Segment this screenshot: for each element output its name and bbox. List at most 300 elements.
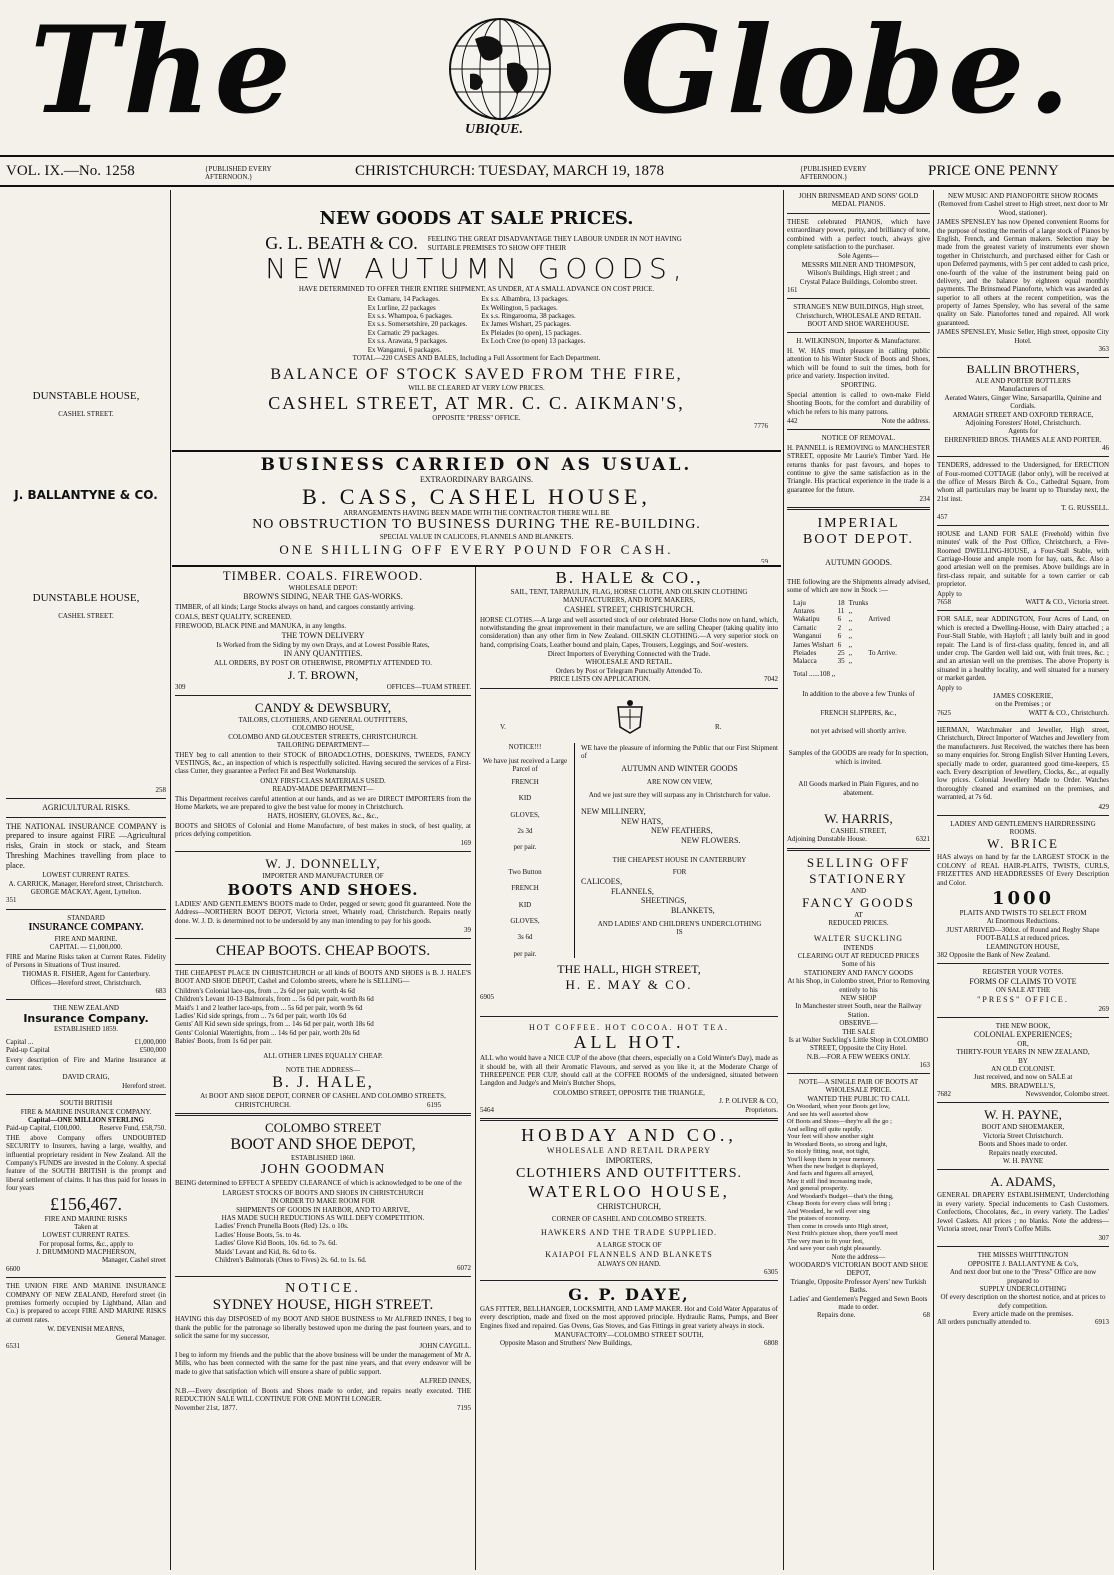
- hale-price: PRICE LISTS ON APPLICATION.: [550, 675, 651, 684]
- cass-name: B. CASS, CASHEL HOUSE,: [302, 483, 651, 509]
- ballin-ale: ALE AND PORTER BOTTLERS: [975, 377, 1071, 386]
- ad-number: 7195: [457, 1404, 471, 1413]
- brinsmead-title: JOHN BRINSMEAD AND SONS' GOLD MEDAL PIANOS.: [798, 192, 919, 209]
- candy-house: COLOMBO HOUSE,: [292, 724, 354, 733]
- ad-number: 169: [460, 839, 471, 848]
- candy-title: CANDY & DEWSBURY,: [254, 699, 392, 715]
- candy-r-body: This Department receives careful attention at our hands, and as we are DIRECT IMPORTERS from the Home Markets, we are prepared to give the best value for money in Christchurch.: [175, 794, 471, 811]
- ballin-aer: Aerated Waters, Ginger Wine, Sarsaparilla, Quinine and Cordials.: [944, 393, 1102, 411]
- whit-opp: OPPOSITE J. BALLANTYNE & Co's,: [967, 1259, 1079, 1268]
- sydney-title: SYDNEY HOUSE, HIGH STREET.: [212, 1297, 434, 1314]
- cheap-boots-city: CHRISTCHURCH.: [235, 1100, 291, 1109]
- brice-just: JUST ARRIVED—30doz. of Round and Regby Shape FOOT-BALLS at reduced prices.: [946, 925, 1100, 943]
- brice-1000: 1000: [991, 887, 1055, 909]
- daye-title: G. P. DAYE,: [568, 1284, 690, 1304]
- std-fisher: THOMAS R. FISHER, Agent for Canterbury.: [21, 970, 151, 979]
- sydney-notice: NOTICE.: [285, 1281, 361, 1297]
- spensley-body: JAMES SPENSLEY has now Opened convenient Rooms for the purpose of testing the merits of a large stock of Pianos by English, French, and German makers. Selection may be made from the greatest variety of instruments ever shown together in Christchurch, and purchased either for Cash or upon Deferred payments, with 5 per cent added to cash price, one-fourth of the value of the instrument being paid on delivery, and the balance by eighteen equal monthly payments. The Brinsmead Pianoforte, which was awarded as superior to all others at the recent competition, was the property of James Spensley, who has several of the same quality on Sale. Pianofortes tuned and repaired. All work guaranteed.: [937, 218, 1109, 327]
- nz-hereford: Hereford street.: [122, 1081, 166, 1090]
- harris-name: W. HARRIS,: [824, 810, 893, 826]
- column-2: [175, 568, 471, 1570]
- tenders-body: TENDERS, addressed to the Undersigned, for ERECTION of Four-roomed COTTAGE (labor only), will be received at the office of Messrs Birch & Co., Cathedral Square, from whom all particulars may be learnt up to Thursday next, the 21st inst.: [937, 461, 1109, 503]
- candy-t-body: THEY beg to call attention to their STOCK of BROADCLOTHS, DOESKINS, TWEEDS, FANCY VESTINGS, &c., an inspection of which is respectfully solicited. Having secured the services of a First-class Cutter, they guarantee a Perfect Fit and Best Workmanship.: [175, 750, 471, 776]
- brice-body: HAS always on hand by far the LARGEST STOCK in the COLONY of REAL HAIR-PLAITS, TWISTS, CURLS, FRIZETTES AND HEADDRESSES Of Every Description and Color.: [937, 853, 1109, 887]
- hale-orders: Orders by Post or Telegram Punctually Attended To.: [555, 666, 703, 675]
- may-name: H. E. MAY & CO.: [565, 977, 693, 993]
- woodard-name: WOODARD'S VICTORIAN BOOT AND SHOE DEPOT,: [789, 1261, 928, 1278]
- daye-body: GAS FITTER, BELLHANGER, LOCKSMITH, AND LAMP MAKER. Hot and Cold Water Apparatus of every description, made and fixed on the most approved principle. Hydraulic Rams, Pumps, and Beer Engines fixed and repaired. Gas Ovens, Gas Stoves, and Gas Fittings in great variety always in stock.: [480, 1304, 778, 1330]
- hair-title: LADIES' AND GENTLEMEN'S HAIRDRESSING ROOMS.: [950, 819, 1096, 836]
- union-mearns: W. DEVENISH MEARNS,: [47, 1325, 125, 1334]
- sb-manager: Manager, Cashel street: [101, 1256, 166, 1265]
- candy-only: ONLY FIRST-CLASS MATERIALS USED.: [260, 776, 386, 785]
- ad-number: 307: [1098, 1234, 1109, 1243]
- ballin-agents: Agents for: [1008, 427, 1038, 436]
- cheap-boots-addr: At BOOT AND SHOE DEPOT, CORNER OF CASHEL AND COLOMBO STREETS,: [200, 1092, 446, 1101]
- cheap-boots-note: NOTE THE ADDRESS—: [285, 1065, 361, 1074]
- daye-man: MANUFACTORY—COLOMBO STREET SOUTH,: [554, 1331, 704, 1340]
- std-1: STANDARD: [67, 913, 105, 922]
- sb-paid: Paid-up Capital, £100,000.: [6, 1124, 82, 1133]
- brice-plaits: PLAITS AND TWISTS TO SELECT FROM: [959, 908, 1087, 917]
- candy-sub: TAILORS, CLOTHIERS, AND GENERAL OUTFITTERS,: [238, 715, 408, 724]
- goodman-title: BOOT AND SHOE DEPOT,: [230, 1136, 416, 1154]
- ad-number: 39: [464, 926, 471, 935]
- hobday-large: A LARGE STOCK OF: [596, 1241, 662, 1250]
- woodard-note: Note the address—: [831, 1252, 886, 1261]
- rule-3: [783, 190, 784, 1570]
- sb-body: THE above Company offers UNDOUBTED SECURITY to Insurers, having a large, wealthy, and influential proprietary resident in New Zealand. All the Company's FUNDS are invested in the Colony. A special feature of the SOUTH BRITISH is the prompt and liberal settlement of claims. It has thus paid for losses in four years: [6, 1133, 166, 1193]
- hobday-kaiapoi: KAIAPOI FLANNELS AND BLANKETS: [545, 1249, 713, 1259]
- sb-proposal: For proposal forms, &c., apply to: [39, 1239, 133, 1248]
- sell-reduced: REDUCED PRICES.: [828, 919, 889, 928]
- cass-special: SPECIAL VALUE IN CALICOES, FLANNELS AND BLANKETS.: [379, 533, 574, 542]
- oliver-title: ALL HOT.: [573, 1032, 685, 1053]
- ad-number: 6072: [457, 1264, 471, 1273]
- spensley-name: JAMES SPENSLEY, Music Seller, High street, opposite City Hotel.: [937, 328, 1109, 345]
- ad-number: 6600: [6, 1264, 20, 1273]
- addington-watt: WATT & CO., Christchurch.: [1028, 708, 1109, 717]
- hobday-title: HOBDAY AND CO.,: [521, 1125, 737, 1145]
- goodman-order: IN ORDER TO MAKE ROOM FOR: [270, 1197, 376, 1206]
- suckling-new-shop: NEW SHOP: [840, 993, 877, 1002]
- suckling-intends: INTENDS: [843, 943, 874, 952]
- nz-cap-val: £1,000,000: [134, 1037, 166, 1046]
- brown-quant: IN ANY QUANTITIES.: [283, 649, 363, 659]
- ad-number: 59: [761, 557, 768, 563]
- woodard-wanted: WANTED THE PUBLIC TO CALL: [807, 1094, 910, 1103]
- sydney-caygill: JOHN CAYGILL.: [419, 1341, 471, 1350]
- addington-apply: Apply to: [937, 683, 962, 692]
- ad-number: 163: [919, 1061, 930, 1070]
- ad-number: 6531: [6, 1341, 20, 1350]
- hale-addr: CASHEL STREET, CHRISTCHURCH.: [564, 604, 694, 614]
- payne-victoria: Victoria Street Christchurch.: [982, 1131, 1064, 1140]
- hobday-always: ALWAYS ON HAND.: [597, 1259, 661, 1268]
- brown-firewood: FIREWOOD, BLACK PINE and MANUKA, in any lengths.: [175, 621, 347, 630]
- house-land-body: HOUSE and LAND FOR SALE (Freehold) within five minutes' walk of the Post Office, Christchurch, a Five-Roomed DWELLING-HOUSE, a Four-Stall Stable, with Carriage-House and ample room for hay, oats, &c. Also a good artesian well on the premises. Above buildings are in first-class repair, and suitable for a town carrier or cab proprietor.: [937, 529, 1109, 589]
- woodard-repairs: Repairs done.: [817, 1311, 856, 1320]
- globe-icon: [445, 14, 555, 124]
- beath-total: TOTAL—220 CASES AND BALES, Including a Full Assortment for Each Department.: [352, 353, 601, 362]
- sb-cap: Capital—ONE MILLION STERLING: [28, 1115, 144, 1124]
- brice-leam: LEAMINGTON HOUSE,: [986, 942, 1060, 951]
- donnelly-sub: IMPORTER AND MANUFACTURER OF: [262, 872, 384, 881]
- brown-offices: OFFICES—TUAM STREET.: [386, 682, 471, 691]
- sell-and: AND: [850, 886, 867, 895]
- masthead-globe: Globe.: [620, 0, 1075, 141]
- agri-body: THE NATIONAL INSURANCE COMPANY is prepared to insure against FIRE —Agricultural risks, Grain in stock or stack, and Steam Threshing Machines travelling from place to place.: [6, 821, 166, 870]
- ad-number: 6305: [764, 1267, 778, 1276]
- book-or: OR,: [1017, 1039, 1029, 1048]
- rule-2: [475, 565, 476, 1570]
- oliver-body: ALL who would have a NICE CUP of the above (that cheers, especially on a Cold Winter's Day), made as it should be, with all their Aromatic Flavours, and served as you like it, at the Moderate Charge of THREEPENCE PER CUP, should call at the COFFEE ROOMS of the undersigned, situated between Langdon and Judge's and Mein's Butcher Shops,: [480, 1054, 778, 1088]
- brown-timber: TIMBER, of all kinds; Large Stocks always on hand, and cargoes constantly arriving.: [175, 603, 415, 612]
- sell-2: STATIONERY: [809, 870, 908, 886]
- cass-banner: BUSINESS CARRIED ON AS USUAL.: [260, 455, 693, 475]
- brinsmead-wilson: Wilson's Buildings, High street ; and: [807, 269, 910, 278]
- std-2: INSURANCE COMPANY.: [28, 922, 144, 934]
- ad-number: 68: [923, 1311, 930, 1320]
- beath-determined: HAVE DETERMINED TO OFFER THEIR ENTIRE SHIPMENT, AS UNDER, AT A SMALL ADVANCE ON COST PRICE.: [298, 284, 655, 293]
- beath-feeling: FEELING THE GREAT DISADVANTAGE THEY LABOUR UNDER IN NOT HAVING SUITABLE PREMISES TO SHOW OFF THEIR: [427, 235, 682, 252]
- woodard-poem: On Woodard, when your Boots get low, And see his well assorted show Of Boots and Shoes—they're all the go ; And selling off quite rapidly. Your feet will show another sight In Woodard Boots, so strong and light, So nicely fitting, neat, not tight, You'll keep them in your memory. When the new budget is displayed, And facts and figures all arrayed, May it still find increasing trade, And general prosperity. And Woodard's Budget—that's the thing, Cheap Boots for every class will bring ; And Woodard, he will ever sing The praises of economy. Then come in crowds unto High street, Next Frith's picture shop, there you'll meet The very man to fit your feet, And save your cash right pleasantly.: [787, 1103, 898, 1253]
- book-by: BY: [1018, 1056, 1028, 1065]
- payne-name: W. H. PAYNE,: [984, 1107, 1062, 1123]
- suckling-observe: OBSERVE—: [839, 1019, 878, 1028]
- beath-ad: [175, 192, 778, 447]
- rule-4: [933, 190, 934, 1570]
- whit-article: Every article made on the premises.: [972, 1310, 1074, 1319]
- brinsmead-crystal: Crystal Palace Buildings, Colombo street.: [799, 277, 918, 286]
- beath-balance: BALANCE OF STOCK SAVED FROM THE FIRE,: [270, 366, 683, 384]
- ad-number: 6321: [916, 835, 930, 844]
- hobday-corner: CORNER OF CASHEL AND COLOMBO STREETS.: [551, 1215, 707, 1224]
- union-body: THE UNION FIRE AND MARINE INSURANCE COMPANY OF NEW ZEALAND, Hereford street (in premises formerly occupied by Lightband, Allan and Co.) is prepared to accept FIRE AND MARINE RISKS at current rates.: [6, 1282, 166, 1324]
- nz-1: THE NEW ZEALAND: [53, 1004, 119, 1013]
- suckling-nb: N.B.—FOR A FEW WEEKS ONLY.: [806, 1052, 911, 1061]
- hw-body: H. W. HAS much pleasure in calling public attention to his Winter Stock of Boots and Shoes, which will be found to suit the times, both for price and variety. Inspection invited.: [787, 346, 930, 381]
- candy-addr: COLOMBO AND GLOUCESTER STREETS, CHRISTCHURCH.: [228, 732, 418, 741]
- nz-2: Insurance Company.: [23, 1012, 149, 1026]
- sydney-date: November 21st, 1877.: [175, 1404, 238, 1413]
- may-r: R.: [715, 722, 722, 731]
- book-newsv: Newsvendor, Colombo street.: [1025, 1090, 1109, 1099]
- suckling-manch: In Manchester street South, near the Railway Station.: [795, 1002, 922, 1019]
- sb-1: SOUTH BRITISH: [59, 1099, 113, 1108]
- suckling-loc: Is at Walter Suckling's Little Shop in COLOMBO STREET, Opposite the City Hotel.: [788, 1035, 929, 1053]
- sport-body: Special attention is called to own-make Field Shooting Boots, for the comfort and durability of which he refers to his many patrons.: [787, 390, 930, 416]
- payne-boot: BOOT AND SHOEMAKER,: [981, 1123, 1065, 1132]
- sb-rates: LOWEST CURRENT RATES.: [42, 1231, 130, 1240]
- beath-ships-right: Ex s.s. Alhambra, 13 packages. Ex Wellington, 5 packages. Ex s.s. Ringarooma, 38 packages. Ex James Wishart, 25 packages. Ex Pleiades (to open), 15 packages. Ex Loch Cree (to open) 13 packages.: [481, 295, 586, 346]
- masthead: [0, 0, 1114, 152]
- ad-number: 351: [6, 896, 17, 905]
- pannell-body: H. PANNELL is REMOVING to MANCHESTER STREET, opposite Mr Laurie's Timber Yard. He returns thanks for past favours, and hopes to continue to give the same satisfaction as in the Triangle. His practical experience in the trade is a guarantee for the future.: [787, 443, 930, 494]
- ad-number: 6905: [480, 993, 494, 1002]
- imperial-shipments: Laju 18 Trunks Antares 11 ,, Wakatipu 6 ,, Arrived Carnatic 2 ,, Wanganui 6 ,, James Wishart 6 ,, Pleiades 25 ,, To Arrive. Malacca 35 ,,: [793, 598, 897, 666]
- ballantyne: J. BALLANTYNE & CO.: [14, 488, 158, 503]
- nz-craig: DAVID CRAIG,: [62, 1073, 110, 1082]
- sell-at: AT: [854, 911, 863, 920]
- sb-macpherson: J. DRUMMOND MACPHERSON,: [36, 1248, 136, 1257]
- candy-hats: HATS, HOSIERY, GLOVES, &c., &c.,: [267, 812, 379, 821]
- brown-siding: BROWN'S SIDING, NEAR THE GAS-WORKS.: [243, 592, 403, 602]
- beath-cleared: WILL BE CLEARED AT VERY LOW PRICES.: [408, 384, 545, 393]
- masthead-the: The: [30, 0, 295, 141]
- dunstable-house-2: DUNSTABLE HOUSE,: [32, 592, 140, 605]
- column-5: [937, 192, 1109, 1570]
- imperial-samples: Samples of the GOODS are ready for In spection, which is invited.: [788, 749, 929, 766]
- may-v: V.: [500, 722, 506, 731]
- cheap-boots-items: Children's Colonial lace-ups, from ... 2s 6d per pair, worth 4s 6d Children's Levant 10-13 Balmorals, from ... 5s 6d per pair, worth 8s 6d Maid's 1 and 2 leather lace-ups, from ... 5s 6d per pair, worth 9s 6d Ladies' Kid side springs, from ... 7s 6d per pair, worth 10s 6d Gents' All Kid sewn side springs, from ... 14s 6d per pair, worth 18s 6d Gents' Colonial Watertights, from ... 14s 6d per pair, worth 20s 6d Babies' Boots, from 1s 6d per pair.: [175, 986, 374, 1046]
- ad-number: 6195: [427, 1100, 441, 1109]
- published-note-2: {PUBLISHED EVERY AFTERNOON.}: [800, 165, 867, 182]
- brinsmead-milner: MESSRS MILNER AND THOMPSON,: [801, 260, 916, 269]
- union-manager: General Manager.: [115, 1333, 166, 1342]
- cashel-street-1: CASHEL STREET.: [58, 410, 114, 418]
- nz-body: Every description of Fire and Marine Insurance at current rates.: [6, 1055, 166, 1073]
- music-removed: (Removed from Cashel street to High street, next door to Mr Wood, stationer).: [938, 200, 1108, 217]
- sb-risks: FIRE AND MARINE RISKS: [44, 1214, 128, 1223]
- ballin-name: BALLIN BROTHERS,: [966, 362, 1080, 377]
- sb-taken: Taken at: [74, 1222, 98, 1231]
- std-office: Offices—Hereford street, Christchurch.: [30, 978, 142, 987]
- ballin-ehren: EHRENFRIED BROS. THAMES ALE AND PORTER.: [944, 435, 1102, 444]
- hobday-sub: WHOLESALE AND RETAIL DRAPERY: [546, 1146, 712, 1155]
- std-cap: CAPITAL — £1,000,000.: [49, 943, 123, 952]
- sydney-innes: ALFRED INNES,: [419, 1377, 471, 1386]
- brinsmead-agents: Sole Agents—: [838, 252, 879, 261]
- cass-no-obstruction: NO OBSTRUCTION TO BUSINESS DURING THE RE-BUILDING.: [252, 517, 701, 533]
- sporting: SPORTING.: [840, 381, 877, 390]
- ad-number: 7658: [937, 598, 951, 607]
- dunstable-house-1: DUNSTABLE HOUSE,: [32, 390, 140, 402]
- register-press: "PRESS" OFFICE.: [977, 994, 1069, 1004]
- imperial-marked: All Goods marked in Plain Figures, and no abatement.: [798, 780, 919, 797]
- ad-number: 6913: [1095, 1318, 1109, 1327]
- payne-boots: Boots and Shoes made to order.: [978, 1140, 1068, 1149]
- woodard-tri: Triangle, Opposite Professor Ayers' new Turkish Baths.: [790, 1277, 927, 1295]
- royal-arms-icon: [610, 697, 650, 737]
- ad-number: 7776: [754, 422, 768, 431]
- brice-name: W. BRICE: [987, 836, 1059, 852]
- nz-3: ESTABLISHED 1859.: [54, 1025, 118, 1034]
- ad-number: 161: [787, 285, 798, 294]
- goodman-largest: LARGEST STOCKS OF BOOTS AND SHOES IN CHRISTCHURCH: [222, 1188, 424, 1197]
- donnelly-body: LADIES' AND GENTLEMEN'S BOOTS made to Order, pegged or sewn; good fit guaranteed. Note the Address—NORTHERN BOOT DEPOT, Victoria street, Whately road, Christchurch. Repairs neatly done. W. J. D. is determined not to be undersold by any man intending to pay for his goods.: [175, 899, 471, 925]
- ad-number: 5464: [480, 1105, 494, 1114]
- agri-title: AGRICULTURAL RISKS.: [42, 802, 130, 812]
- may-right: WE have the pleasure of informing the Public that our First Shipment of AUTUMN AND WINTER GOODS ARE NOW ON VIEW, And we just sure they will surpass any in Christchurch for value. NEW MILLINERY, NEW HATS, NEW FEATHERS, NEW FLOWERS. THE CHEAPEST HOUSE IN CANTERBURY FOR CALICOES, FLANNELS, SHEETINGS, BLANKETS, AND LADIES' AND CHILDREN'S UNDERCLOTHING IS: [581, 743, 778, 937]
- brown-name: J. T. BROWN,: [287, 667, 359, 682]
- oliver-addr: COLOMBO STREET, OPPOSITE THE TRIANGLE,: [553, 1088, 705, 1097]
- beath-headline: NEW GOODS AT SALE PRICES.: [319, 208, 634, 229]
- nz-cap-label: Capital ...: [6, 1037, 34, 1046]
- harris-street: CASHEL STREET,: [830, 826, 887, 835]
- register-forms: FORMS OF CLAIMS TO VOTE: [969, 976, 1077, 986]
- goodman-items: Ladies' French Prunella Boots (Red) 12s. o 10s. Ladies' House Boots, 5s. to 4s. Ladies' Glove Kid Boots, 10s. 6d. to 7s. 6d. Maids' Levant and Kid, 8s. 6d to 6s. Children's Balmorals (Ones to Fives) 2s. 6d. to 1s. 6d.: [215, 1222, 367, 1264]
- wilkinson-name: H. WILKINSON, Importer & Manufacturer.: [796, 337, 921, 346]
- agri-mackay: GEORGE MACKAY, Agent, Lyttelton.: [30, 888, 142, 897]
- payne-repairs: Repairs neatly executed.: [988, 1148, 1058, 1157]
- dateline: CHRISTCHURCH: TUESDAY, MARCH 19, 1878: [355, 163, 664, 179]
- imperial-yet: not yet advised will shortly arrive.: [810, 726, 907, 735]
- addington-premises: on the Premises ; or: [995, 700, 1051, 709]
- woodard-ladies: Ladies' and Gentlemen's Pegged and Sewn Boots made to order.: [789, 1294, 928, 1311]
- ad-number: 7625: [937, 708, 951, 717]
- ad-number: 234: [919, 495, 930, 504]
- cass-extra: EXTRAORDINARY BARGAINS.: [419, 475, 534, 484]
- hale-ws: WHOLESALE AND RETAIL.: [585, 658, 673, 667]
- hale-sub: SAIL, TENT, TARPAULIN, FLAG, HORSE CLOTH, AND OILSKIN CLOTHING MANUFACTURERS, AND ROPE MAKERS,: [510, 588, 748, 605]
- cheap-boots-title: CHEAP BOOTS. CHEAP BOOTS.: [215, 943, 431, 960]
- removal-title: NOTICE OF REMOVAL.: [821, 434, 896, 443]
- column-4: [787, 192, 930, 1570]
- cheap-boots-body: THE CHEAPEST PLACE IN CHRISTCHURCH or all kinds of BOOTS AND SHOES is B. J. HALE'S BOOT AND SHOE DEPOT, Cashel and Colombo streets, where he is SELLING—: [175, 969, 471, 986]
- imperial-total: Total ......108 ,,: [793, 669, 836, 678]
- addington-coskerie: JAMES COSKERIE,: [993, 691, 1053, 700]
- addington-body: FOR SALE, near ADDINGTON, Four Acres of Land, on which is erected a Dwelling-House, with Dairy attached ; a Four-Stall Stable, with Hayloft ; all lately built and in good repair. The Land is of first-class quality, fenced in, and all under crop. The Garden well laid out, with fruit trees, &c. ; and an artesian well on the premises. The above Property is situated in a healthy locality, and well situated for a nursery or market garden.: [937, 615, 1109, 683]
- imperial-2: BOOT DEPOT.: [803, 532, 914, 548]
- ad-number: 46: [1102, 444, 1109, 453]
- book-thirty: THIRTY-FOUR YEARS IN NEW ZEALAND,: [956, 1048, 1090, 1057]
- published-note: {PUBLISHED EVERY AFTERNOON.}: [205, 165, 272, 182]
- whit-orders: All orders punctually attended to.: [937, 1318, 1031, 1327]
- brown-depot: WHOLESALE DEPOT:: [288, 584, 358, 592]
- payne-name-2: W. H. PAYNE: [1002, 1157, 1044, 1166]
- imperial-addition: In addition to the above a few Trunks of: [802, 690, 915, 699]
- suckling-sale: THE SALE: [842, 1027, 875, 1036]
- tenders-russell: T. G. RUSSELL.: [1061, 504, 1109, 513]
- imperial-3: AUTUMN GOODS.: [825, 558, 892, 568]
- goodman-body: BEING determined to EFFECT A SPEEDY CLEARANCE of which is acknowledged to be one of the: [175, 1179, 462, 1188]
- hobday-house: WATERLOO HOUSE,: [528, 1181, 730, 1201]
- volume-number: VOL. IX.—No. 1258: [6, 163, 135, 179]
- suckling-some: Some of his: [841, 960, 876, 969]
- music-title: NEW MUSIC AND PIANOFORTE SHOW ROOMS: [947, 192, 1099, 200]
- ad-number: 429: [1098, 802, 1109, 811]
- daye-opp: Opposite Mason and Struthers' New Buildings,: [500, 1339, 632, 1348]
- ubique-motto: UBIQUE.: [465, 122, 523, 137]
- goodman-est: ESTABLISHED 1860.: [291, 1154, 355, 1163]
- book-colonial: COLONIAL EXPERIENCES;: [973, 1029, 1073, 1039]
- brice-382: 382 Opposite the Bank of New Zealand.: [937, 950, 1050, 959]
- candy-tailoring: TAILORING DEPARTMENT—: [276, 741, 370, 750]
- beath-cashel: CASHEL STREET, AT MR. C. C. AIKMAN'S,: [268, 392, 685, 413]
- std-3: FIRE AND MARINE.: [54, 934, 118, 943]
- date-bar: [0, 155, 1114, 187]
- wilkinson-title: STRANGE'S NEW BUILDINGS, High street, Christchurch, WHOLESALE AND RETAIL BOOT AND SHOE WAREHOUSE.: [793, 303, 924, 329]
- brown-worked: Is Worked from the Siding by my own Drays, and at Lowest Possible Rates,: [216, 641, 430, 650]
- suckling-stat: STATIONERY AND FANCY GOODS: [803, 968, 914, 977]
- cass-ad: [175, 453, 778, 563]
- sydney-body: HAVING this day DISPOSED of my BOOT AND SHOE BUSINESS to Mr ALFRED INNES, I beg to thank the public for the patronage so liberally bestowed upon me during the past fourteen years, and to solicit the same for my successor,: [175, 1315, 471, 1341]
- brinsmead-body: THESE celebrated PIANOS, which have extraordinary power, purity, and brilliancy of tone, combined with a perfect touch, always give complete satisfaction to the purchaser.: [787, 217, 930, 251]
- ballin-mfr: Manufacturers of: [998, 385, 1048, 394]
- hobday-imp: IMPORTERS,: [605, 1155, 653, 1165]
- ad-number: 457: [937, 512, 948, 521]
- brown-orders: ALL ORDERS, BY POST OR OTHERWISE, PROMPTLY ATTENDED TO.: [213, 659, 433, 668]
- oliver-name: J. P. OLIVER & CO,: [719, 1097, 778, 1106]
- cheap-boots-all: ALL OTHER LINES EQUALLY CHEAP.: [263, 1051, 383, 1060]
- ad-number: 6808: [764, 1339, 778, 1348]
- sydney-body-2: I beg to inform my friends and the public that the above business will be under the management of Mr A. Mills, who has been connected with the same for the past nine years, and that every endeavor will be made to give that satisfaction which will ensure a share of public support.: [175, 1350, 471, 1376]
- hale-body: HORSE CLOTHS.—A large and well assorted stock of our celebrated Horse Cloths now on hand, which, notwithstanding the great improvement in their manufacture, we are selling Cheaper (taking quality into consideration) than any other firm in New Zealand. OILSKIN CLOTHING.—A very superior stock on hand, comprising Coats, Leather bound and plain, Capes, Trousers, Leggings, and Sou'-westers.: [480, 615, 778, 649]
- candy-ready: READY-MADE DEPARTMENT—: [272, 785, 374, 794]
- hobday-hawk: HAWKERS AND THE TRADE SUPPLIED.: [540, 1227, 718, 1237]
- brown-title: TIMBER. COALS. FIREWOOD.: [222, 568, 424, 583]
- suckling-body: At his Shop, in Colombo street, Prior to Removing entirely to his: [787, 977, 930, 994]
- column-1: [6, 190, 166, 1570]
- ad-number: 7682: [937, 1090, 951, 1099]
- whit-body: And next door but one to the "Press" Office are now prepared to: [949, 1268, 1097, 1285]
- adams-name: A. ADAMS,: [990, 1174, 1056, 1190]
- rule-1: [170, 190, 171, 1570]
- may-hall: THE HALL, HIGH STREET,: [557, 962, 701, 977]
- beath-ships-left: Ex Oamaru, 14 Packages. Ex Lurline, 22 packages Ex s.s. Whampoa, 6 packages. Ex s.s. Somersetshire, 20 packages. Ex Carnatic 29 packages. Ex s.s. Arawata, 9 packages. Ex Wanganui, 6 packages.: [367, 295, 468, 354]
- agri-carrick: A. CARRICK, Manager, Hereford street, Christchurch.: [8, 879, 164, 888]
- whit-supply: SUPPLY UNDERCLOTHING: [979, 1284, 1067, 1293]
- hale-title: B. HALE & CO.,: [555, 568, 703, 587]
- hale-direct: Direct Importers of Everything Connected with the Trade.: [547, 650, 711, 659]
- agri-rates: LOWEST CURRENT RATES.: [42, 871, 130, 880]
- donnelly-title: BOOTS AND SHOES.: [227, 880, 419, 899]
- goodman-colombo: COLOMBO STREET: [265, 1120, 381, 1136]
- ad-number: 269: [1098, 1004, 1109, 1013]
- goodman-name: JOHN GOODMAN: [260, 1162, 386, 1178]
- cass-arr: ARRANGEMENTS HAVING BEEN MADE WITH THE CONTRACTOR THERE WILL BE: [343, 508, 610, 517]
- cass-shilling: ONE SHILLING OFF EVERY POUND FOR CASH.: [279, 541, 674, 557]
- book-justrec: Just received, and now on SALE at: [973, 1073, 1073, 1082]
- beath-firm: G. L. BEATH & CO.: [265, 233, 418, 253]
- ad-number: 442: [787, 416, 798, 425]
- herman-body: HERMAN, Watchmaker and Jeweller, High street, Christchurch, Direct Importer of Watches and Jewellery from the manufacturers. Just Received, the watches there has been so many enquiries for. Strong English Silver Hunting Levers, specially made to order, guaranteed good time-keepers, £5 each. Every description of Jewellery, Clocks, &c., at equally low prices. Colonial Jewellery Made to Order. Watches thoroughly cleaned and examined on the premises, and warranted, at 7s 6d.: [937, 726, 1109, 802]
- ad-number: 363: [1098, 345, 1109, 354]
- harris-adj: Adjoining Dunstable House.: [787, 835, 867, 844]
- house-watt: WATT & CO., Victoria street.: [1025, 598, 1109, 607]
- ad-number: 683: [155, 987, 166, 996]
- sb-2: FIRE & MARINE INSURANCE COMPANY.: [20, 1107, 152, 1116]
- imperial-body: THE following are the Shipments already advised, some of which are now in Stock :—: [787, 577, 930, 595]
- oliver-prop: Proprietors.: [745, 1105, 778, 1114]
- beath-autumn: NEW AUTUMN GOODS,: [265, 252, 688, 285]
- brown-coals: COALS, BEST QUALITY, SCREENED.: [175, 612, 292, 621]
- book-bradwell: MRS. BRADWELL'S,: [990, 1081, 1056, 1090]
- imperial-1: IMPERIAL: [817, 516, 900, 532]
- book-old: AN OLD COLONIST.: [991, 1064, 1055, 1073]
- std-body: FIRE and Marine Risks taken at Current Rates. Fidelity of Persons in Situations of Trust insured.: [6, 952, 166, 969]
- beath-opposite: OPPOSITE "PRESS" OFFICE.: [432, 413, 521, 422]
- may-left: NOTICE!!! We have just received a Large Parcel of FRENCH KID GLOVES, 2s 3d per pair. Two Button FRENCH KID GLOVES, 3s 6d per pair.: [480, 743, 575, 958]
- candy-boots: BOOTS and SHOES of Colonial and Home Manufacture, of best makes in stock, of best quality, at prices defying competition.: [175, 821, 471, 839]
- cashel-street-2: CASHEL STREET.: [58, 612, 114, 621]
- hobday-cloth: CLOTHIERS AND OUTFITTERS.: [515, 1165, 743, 1181]
- cheap-boots-name: B. J. HALE,: [272, 1074, 374, 1092]
- register-title: REGISTER YOUR VOTES.: [982, 968, 1064, 977]
- whit-title: THE MISSES WHITTINGTON: [977, 1251, 1069, 1260]
- woodard-pair: NOTE—A SINGLE PAIR OF BOOTS AT WHOLESALE PRICE.: [798, 1078, 919, 1095]
- sydney-nb: N.B.—Every description of Boots and Shoes made to order, and repairs neatly executed. THE REDUCTION SALE WILL CONTINUE FOR ONE MONTH LONGER.: [175, 1386, 471, 1403]
- ad-number: 7042: [764, 675, 778, 684]
- brice-reductions: At Enormous Reductions.: [986, 917, 1060, 926]
- whit-every: Of every description on the shortest notice, and at prices to defy competition.: [940, 1293, 1106, 1310]
- house-apply: Apply to: [937, 589, 962, 598]
- brown-town: THE TOWN DELIVERY: [281, 631, 365, 641]
- ad-number: 258: [155, 785, 166, 794]
- sb-amount: £156,467.: [50, 1193, 122, 1214]
- note-address: Note the address.: [881, 416, 930, 425]
